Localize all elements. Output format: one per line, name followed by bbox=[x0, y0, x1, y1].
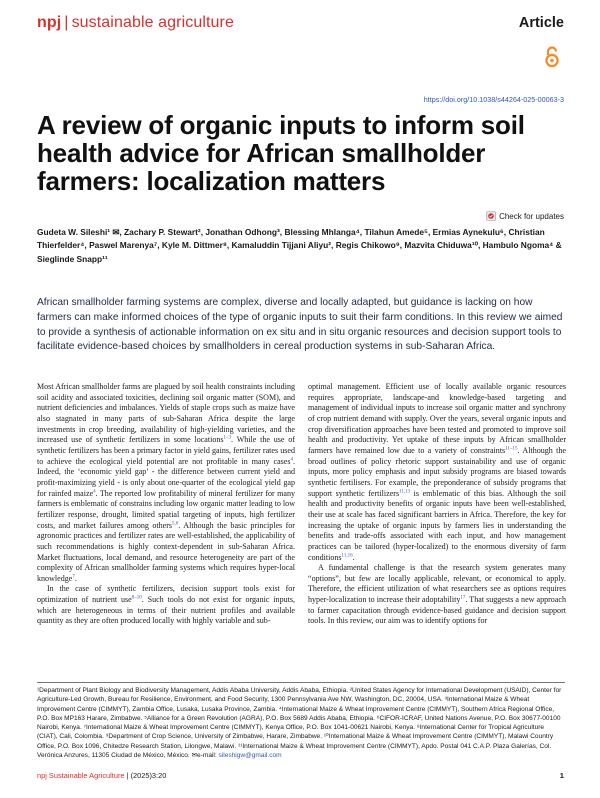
doi-link[interactable]: https://doi.org/10.1038/s44264-025-00063-3 bbox=[423, 95, 564, 104]
citation-ref[interactable]: 17 bbox=[460, 595, 466, 601]
citation-ref[interactable]: 11,16 bbox=[341, 552, 353, 558]
citation-ref[interactable]: 5,6 bbox=[172, 520, 179, 526]
body-column-right bbox=[308, 382, 566, 627]
journal-brand: npj bbox=[37, 14, 62, 31]
footnote-divider bbox=[37, 682, 565, 683]
citation-ref[interactable]: 1–3 bbox=[223, 435, 232, 441]
article-type-label: Article bbox=[518, 15, 564, 31]
open-access-lock-icon[interactable] bbox=[544, 46, 560, 68]
journal-name: sustainable agriculture bbox=[71, 14, 234, 31]
journal-masthead[interactable] bbox=[37, 14, 234, 32]
email-link[interactable]: sileshigw@gmail.com bbox=[218, 751, 282, 759]
citation-ref[interactable]: 7 bbox=[72, 574, 75, 580]
body-column-left bbox=[37, 382, 295, 627]
email-label: ✉e-mail: bbox=[191, 751, 217, 759]
body-paragraph: optimal management. Efficient use of locally available organic resources requires appropriate, landscape-and knowledge-based targeting and management of individual inputs to increase soil organic matter and synchrony of crop nutrient demand with supply. Over the years, several organic inputs and crop diversification approaches have been tested and promoted to improve soil health and productivity. Yet uptake of these inputs by African smallholder farmers have remained low due to a variety of constraints$^{11-15}$. Although the broad outlines of policy rhetoric support sustainability and use of organic inputs, more policy emphasis and input subsidy programs are biased towards synthetic fertilisers. For example, the preponderance of subsidy programs that support synthetic fertilizers$^{11,13}$ is emblematic of this bias. Although the soil health and productivity benefits of organic inputs have been well-established, their use at scale has faced significant barriers in Africa. Therefore, the key for increasing the uptake of organic inputs by farmers lies in understanding the benefits and trade-offs associated with each input, and how management practices can be tailored (hyper-localized) to the enormous diversity of farm conditions$^{11,16}$. bbox=[308, 382, 566, 562]
citation-ref[interactable]: 4 bbox=[93, 488, 96, 494]
body-paragraph: In the case of synthetic fertilizers, decision support tools exist for optimization of nutrient use$^{8-10}$. Such tools do not exist for organic inputs, which are heterogeneous in terms of their nutrient profiles and available quantity as they are often produced locally with highly variable and sub- bbox=[37, 584, 295, 626]
abstract: African smallholder farming systems are complex, diverse and locally adapted, but guidance is lacking on how farmers can make informed choices of the type of organic inputs to suit their farm conditions. In this review we aimed to provide a synthesis of actionable information on ex situ and in situ organic resources and decision support tools to facilitate evidence-based choices by smallholders in cereal production systems in sub-Saharan Africa. bbox=[37, 297, 563, 353]
article-title: A review of organic inputs to inform soil health advice for African smallholder farmers: localization matters bbox=[37, 110, 525, 196]
citation-ref[interactable]: 11–15 bbox=[505, 446, 518, 452]
check-for-updates-button[interactable] bbox=[486, 211, 564, 221]
author-list: Gudeta W. Sileshi¹ ✉, Zachary P. Stewart², Jonathan Odhong³, Blessing Mhlanga⁴, Tilahun Amede⁵, Ermias Aynekulu⁶, Christian Thierfelder⁴, Paswel Marenya⁷, Kyle M. Dittmer⁸, Kamaluddin Tijjani Aliyu², Regis Chikowo⁹, Mazvita Chiduwa¹⁰, Hambulo Ngoma⁴ & Sieglinde Snapp¹¹ bbox=[37, 227, 562, 264]
footer-volume: (2025)3:20 bbox=[130, 771, 167, 780]
affiliations-footnote bbox=[37, 686, 565, 760]
citation-ref[interactable]: 4 bbox=[290, 456, 293, 462]
body-paragraph: A fundamental challenge is that the research system generates many “options”, but few are locally applicable, relevant, or economical to apply. Therefore, the efficient utilization of what researchers see as options requires hyper-localization to increase their adoptability$^{17}$. That suggests a new approach to farmer capacitation through evidence-based guidance and decision support tools. In this review, our aim was to identify options for bbox=[308, 563, 566, 626]
journal-separator: | bbox=[64, 14, 69, 31]
check-for-updates-label: Check for updates bbox=[499, 211, 564, 221]
footer-journal[interactable]: npj Sustainable Agriculture bbox=[37, 771, 125, 780]
citation-ref[interactable]: 11,13 bbox=[399, 488, 411, 494]
page-number: 1 bbox=[559, 771, 564, 780]
affiliations-text: ¹Department of Plant Biology and Biodiversity Management, Addis Ababa University, Addis Ababa, Ethiopia. ²United States Agency for International Development (USAID), Center for Agriculture-Led Growth, Bureau for Resilience, Environment, and Food Security, 1300 Pennsylvania Ave NW, Washington, DC, 20004, USA. ³International Maize & Wheat Improvement Centre (CIMMYT), Zambia Office, Lusaka, Lusaka Province, Zambia. ⁴International Maize & Wheat Improvement Centre (CIMMYT), Southern Africa Regional Office, P.O. Box MP163 Harare, Zimbabwe. ⁵Alliance for a Green Revolution (AGRA), P.O. Box 5689 Addis Ababa, Ethiopia. ⁶CIFOR-ICRAF, United Nations Avenue, P.O. Box 30677-00100 Nairobi, Kenya. ⁷International Maize & Wheat Improvement Centre (CIMMYT), Kenya Office, P.O. Box 1041-00621 Nairobi, Kenya. ⁸International Center for Tropical Agriculture (CIAT), Cali, Colombia. ⁹Department of Crop Science, University of Zimbabwe, Harare, Zimbabwe. ¹⁰International Maize & Wheat Improvement Centre (CIMMYT), Malawi Country Office, P.O. Box 1096, Chitedze Research Station, Lilongwe, Malawi. ¹¹International Maize & Wheat Improvement Centre (CIMMYT), Apdo. Postal 041 C.A.P. Plaza Galerías, Col. Verónica Anzures, 11305 Ciudad de México, México. bbox=[37, 687, 562, 759]
citation-ref[interactable]: 8–10 bbox=[131, 595, 142, 601]
body-paragraph: Most African smallholder farms are plagued by soil health constraints including soil acidity and associated toxicities, declining soil organic matter (SOM), and nutrient deficiencies and imbalances. Yields of staple crops such as maize have also stagnated in many parts of sub-Saharan Africa despite the large investments in crop breeding, availability of high-yielding varieties, and the increased use of synthetic fertilizers in some locations$^{1-3}$. While the use of synthetic fertilizers has been a primary factor in yield gains, fertilizer rates used to achieve the ecological yield potential are not profitable in many cases$^4$. Indeed, the ‘economic yield gap’ - the difference between current yield and profit-maximizing yield - is only about one-quarter of the ecological yield gap for rainfed maize$^4$. The reported low profitability of mineral fertilizer for many farmers is emblematic of constrains including low organic matter leading to low fertilizer response, drought, limited spatial targeting of inputs, high fertilizer costs, and market failures among others$^{5,6}$. Although the basic principles for agronomic practices and fertilizer rates are well-established, the applicability of such recommendations is highly context-dependent in sub-Saharan Africa. Market fluctuations, local demand, and resource heterogeneity are part of the complexity of African smallholder farming systems which requires hyper-local knowledge$^7$. bbox=[37, 382, 295, 583]
footer-citation: npj Sustainable Agriculture | (2025)3:20 bbox=[37, 771, 167, 780]
check-for-updates-icon bbox=[486, 211, 496, 221]
